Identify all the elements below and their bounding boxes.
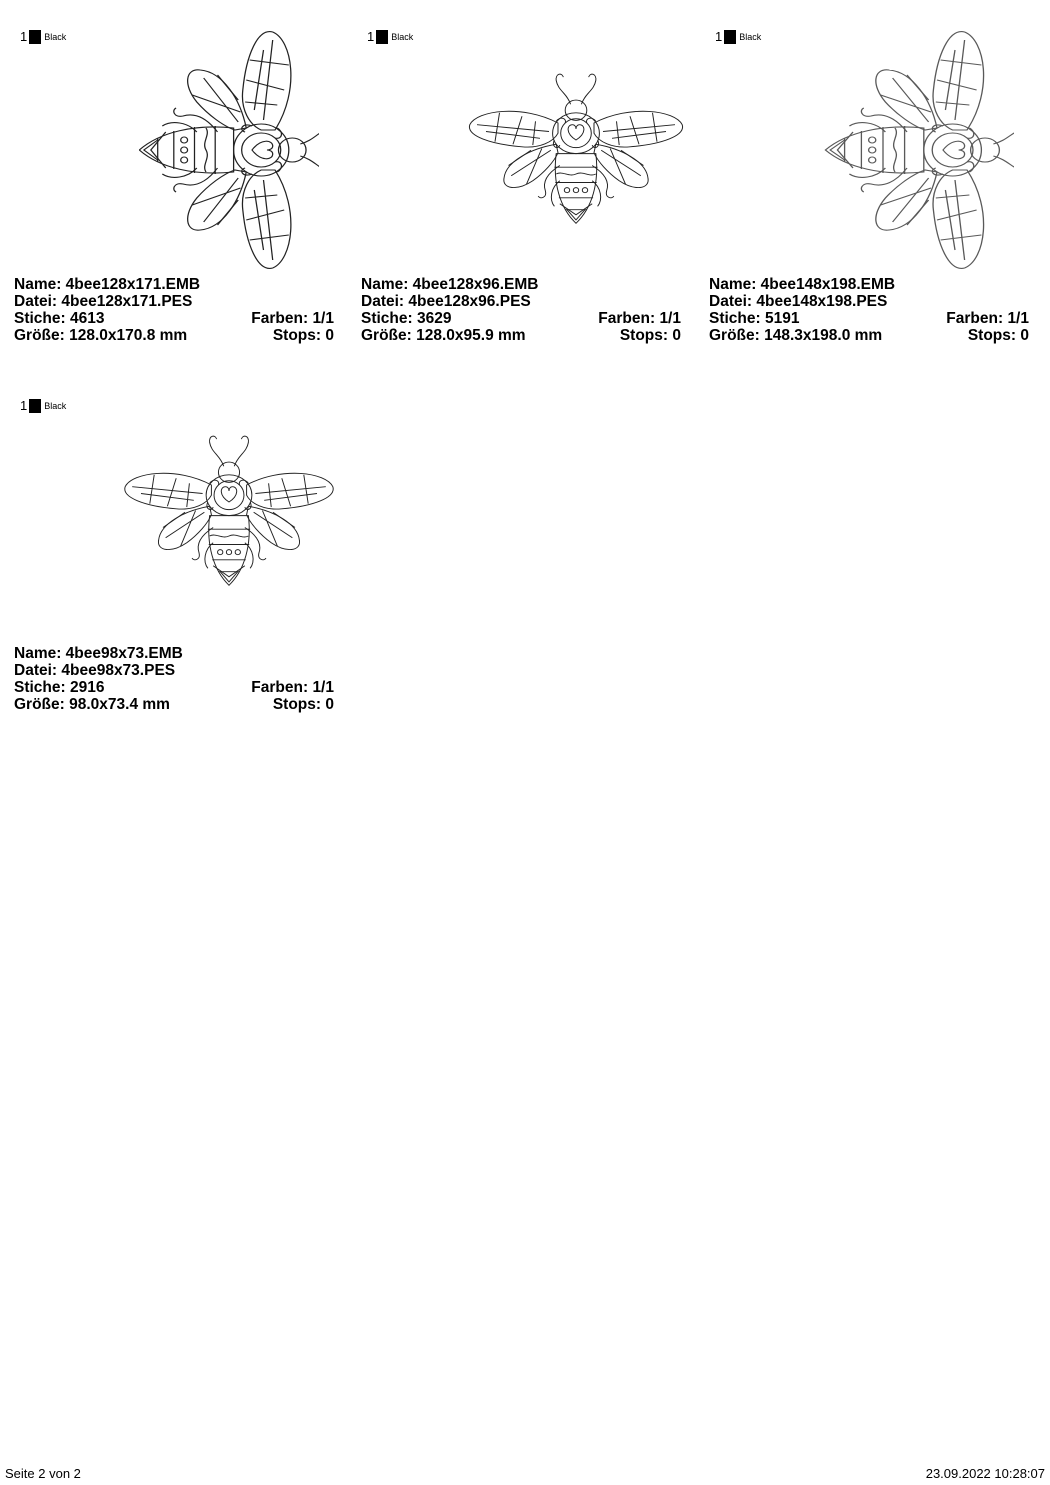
color-index: 1 [367, 29, 375, 44]
stop-count: Stops: 0 [619, 327, 681, 344]
design-size: Größe: 148.3x198.0 mm [709, 327, 883, 344]
design-card [14, 0, 344, 360]
design-size: Größe: 128.0x170.8 mm [14, 327, 188, 344]
design-file: Datei: 4bee128x171.PES [14, 293, 193, 310]
design-name: Name: 4bee128x171.EMB [14, 276, 201, 293]
color-swatch-row [20, 30, 66, 44]
color-index: 1 [20, 29, 28, 44]
color-count: Farben: 1/1 [598, 310, 681, 327]
color-swatch-row [367, 30, 413, 44]
color-count: Farben: 1/1 [251, 310, 334, 327]
stop-count: Stops: 0 [272, 696, 334, 713]
design-card [14, 369, 344, 729]
page-number: Seite 2 von 2 [5, 1466, 81, 1481]
color-name: Black [44, 32, 67, 42]
design-info [14, 645, 334, 713]
color-swatch [724, 30, 736, 44]
stitch-count: Stiche: 4613 [14, 310, 105, 327]
color-index: 1 [20, 398, 28, 413]
design-file: Datei: 4bee128x96.PES [361, 293, 531, 310]
stitch-count: Stiche: 2916 [14, 679, 105, 696]
color-count: Farben: 1/1 [946, 310, 1029, 327]
design-file: Datei: 4bee148x198.PES [709, 293, 888, 310]
color-swatch-row [20, 399, 66, 413]
design-name: Name: 4bee128x96.EMB [361, 276, 539, 293]
stitch-count: Stiche: 3629 [361, 310, 452, 327]
color-swatch [29, 30, 41, 44]
bee-embroidery-image [824, 30, 1014, 270]
color-name: Black [739, 32, 762, 42]
print-timestamp: 23.09.2022 10:28:07 [925, 1466, 1045, 1481]
color-swatch-row [715, 30, 761, 44]
bee-embroidery-image [466, 65, 686, 235]
design-name: Name: 4bee148x198.EMB [709, 276, 896, 293]
design-card [709, 0, 1039, 360]
color-swatch [376, 30, 388, 44]
design-info [709, 276, 1029, 344]
color-name: Black [44, 401, 67, 411]
design-file: Datei: 4bee98x73.PES [14, 662, 176, 679]
design-name: Name: 4bee98x73.EMB [14, 645, 183, 662]
stop-count: Stops: 0 [967, 327, 1029, 344]
stop-count: Stops: 0 [272, 327, 334, 344]
bee-embroidery-image [119, 434, 339, 604]
color-swatch [29, 399, 41, 413]
stitch-count: Stiche: 5191 [709, 310, 800, 327]
design-info [14, 276, 334, 344]
design-card [361, 0, 691, 360]
color-name: Black [391, 32, 414, 42]
color-count: Farben: 1/1 [251, 679, 334, 696]
design-info [361, 276, 681, 344]
bee-embroidery-image [139, 30, 319, 270]
design-size: Größe: 128.0x95.9 mm [361, 327, 526, 344]
color-index: 1 [715, 29, 723, 44]
design-size: Größe: 98.0x73.4 mm [14, 696, 170, 713]
